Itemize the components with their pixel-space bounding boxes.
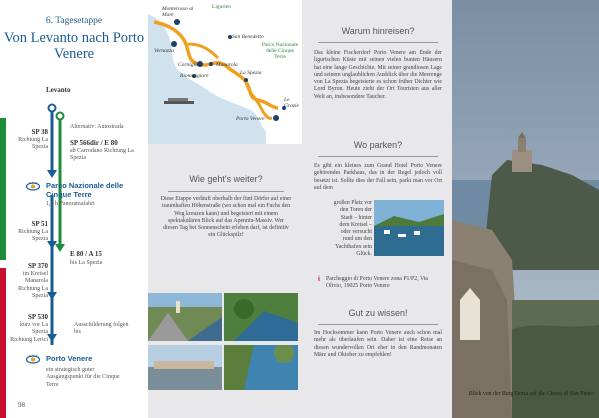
text-parken-line: großen Platz vor [333,200,372,206]
photo-harbour-town [148,345,222,390]
text-parken-top: Es gibt ein kleines zum Grand Hotel Porto Venere gehörendes Parkhaus, das in der Regel jedoch voll besetzt ist. Sollte dies der Fall sein, parkt man vor Ort auf dem [314,163,442,191]
section-heading-weiter: Wie geht's weiter? [189,174,263,184]
road-e80: E 80 / A 15 [70,250,102,258]
route-column [0,0,148,418]
eye-icon [26,182,40,191]
section-heading-parken: Wo parken? [353,140,403,150]
map-label-ligurien: Ligurien [212,4,231,10]
text-gut: Im Hochsommer kann Porto Venere auch schon mal mehr als überlaufen sein. Daher ist eine Reise an diesen wundervollen Ort eher in den Randmonaten März und Oktober zu empfehlen! [314,330,442,358]
photo-coastal-road [148,293,222,341]
photo-chiesa-san-pietro [452,0,599,418]
text-parken-line: Stadt – hinter [340,214,372,221]
stage-label: 6. Tagesetappe [45,16,103,26]
heading-rule [318,324,438,325]
map-label-parco: Parco Nazionale delle Cinque Terre [261,42,299,60]
end-description: ein strategisch guter Ausgangspunkt für die Cinque Terre [46,367,120,388]
heading-rule [318,156,438,157]
alt-label: Alternativ: Autostrada [70,124,124,130]
photo-bay-view [224,345,298,390]
map-label-la-spezia: La Spezia [240,70,262,76]
follow-signs: Ausschilderung folgen bis [74,322,129,336]
map-label-corniglia: Corniglia [178,62,200,68]
road-sp51: SP 51 [31,220,48,228]
road-sp530: SP 530 [27,313,48,321]
text-parken-line: dem Kreisel – [339,221,372,228]
park-title: Parco Nazionale delle Cinque Terre [46,181,124,199]
text-parken-line: rund um den [342,236,372,243]
text-warum: Das kleine Fischerdorf Porto Venere am Ende der ligurischen Küste mit seinen vielen bunten Häusern hat eine lange Geschichte. Mit seiner grandiosen Lage und seinem unglaublichen Ausblick über die Meerenge von La Spezia begeisterte es schon früher Dichter wie Lord Byron. Heute zieht der Ort Touristen aus aller Welt an, insbesondere Taucher. [314,50,442,100]
end-title: Porto Venere [46,354,93,363]
heading-rule [318,42,438,43]
map-label-le-grazie: Le Grazie [284,97,299,109]
road-sp38: SP 38 [31,128,48,136]
road-e80-direction: bis La Spezia [70,260,103,266]
start-place: Levanto [46,86,71,94]
map-label-riomaggiore: Riomaggiore [180,73,209,79]
text-parken-line: oder versucht [340,229,372,236]
road-sp370-direction: im Kreisel Manarola Richtung La Spezia [18,271,48,299]
eye-icon [26,355,40,364]
road-sp370: SP 370 [27,262,48,270]
road-sp530-direction: kurz vor La Spezia Richtung Lerici [10,322,48,343]
route-map [148,0,302,144]
map-graphic [148,0,302,144]
alt-road: SP 566dir / E 80 [70,139,118,147]
photo-caption: Blick von der Burg Doria auf die Chiesa di San Pietro [468,391,594,397]
section-heading-warum: Warum hinreisen? [341,26,415,36]
map-label-vernazza: Vernazza [154,48,174,54]
text-weiter: Diese Etappe verläuft oberhalb der fünf Dörfer auf einer traumhaften Höhenstraße (wo schon mal ein Fuchs den Weg kreuzen kann) und begeistert mit einem spektakulären Blick auf das Apennin-Massiv. Wer diesen Tag bei Sonnenschein erleben darf, ist definitiv ein Glückspilz! [160,196,292,239]
photo-marina [374,200,444,256]
photo-cliff-view [224,293,298,341]
park-duration: 1,5 h Panoramafahrt [46,201,95,207]
stage-title: Von Levanto nach Porto Venere [3,30,145,62]
map-label-porto-venere: Porto Venere [236,116,265,122]
parking-address: Parcheggio di Porto Venere zona P1/P2, Via Olivio, 19025 Porto Venere [326,276,428,290]
map-label-manarola: Manarola [216,62,238,68]
heading-rule [168,191,284,192]
road-sp51-direction: Richtung La Spezia [18,229,48,243]
text-parken-line: den Toren der [339,207,372,214]
text-parken-line: Glück. [356,251,372,258]
info-icon: i [318,276,320,283]
text-parken-line: Yachthafen sein [335,243,372,250]
road-sp38-direction: Richtung La Spezia [18,137,48,151]
text-parken-wrapped [314,200,372,258]
section-heading-gut: Gut zu wissen! [348,308,408,318]
page-number: 98 [18,401,25,409]
alt-direction: ab Carrodano Richtung La Spezia [70,148,134,162]
map-label-san-benedetto: San Benedetto [232,34,264,40]
map-label-monterosso: Monterosso al Mare [162,6,194,18]
